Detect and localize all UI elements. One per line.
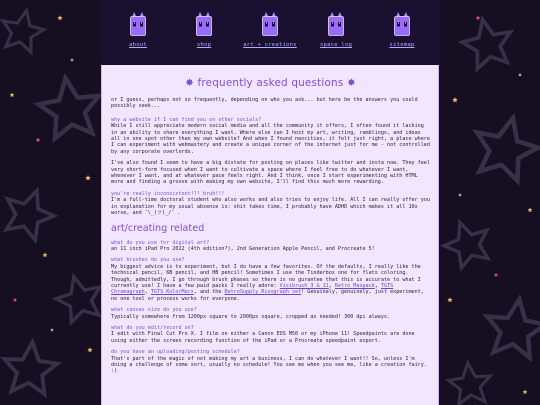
faq-heading-text: frequently asked questions <box>197 77 344 89</box>
nav-label-shop: shop <box>196 42 212 48</box>
top-nav <box>101 0 439 63</box>
purple-cat-bag-icon <box>392 11 412 37</box>
nav-item-space-log[interactable] <box>304 0 368 48</box>
faq-answer: I've also found I seem to have a big distate for posting on places like twitter and insta now. They feel very short-form focused when I want to cultivate a space where I feel free to do whatever I want, whenever I want, and at whatever pace feels right. And I think, once I start experimenting with HTML more and finding a groove with making my own website, I'll find this much more rewarding. <box>111 160 430 186</box>
nav-item-sitemap[interactable] <box>370 0 434 48</box>
link-retro-maxpack[interactable]: Retro Maxpack <box>334 282 375 289</box>
content-panel <box>101 65 439 405</box>
faq-answer: I'm a full-time doctoral student who also works and also tries to enjoy life. All I can really offer you in explanation for my usual absence is: shit takes time, I probably have ADHD which makes it all 10x worse, and ¯\_(ツ)_/¯ . <box>111 197 430 217</box>
purple-cat-bag-icon <box>326 11 346 37</box>
art-question: what do you use for digital art? <box>111 239 210 246</box>
sparkle-asterisk-icon: ✸ <box>346 77 356 89</box>
link-separator: , <box>144 289 151 296</box>
link-retrosupply-risograph[interactable]: RetroSupply Risograph set <box>224 289 302 296</box>
faq-question: why a website if I can find you on other socials? <box>111 116 262 123</box>
art-answer: an 11 inch iPad Pro 2022 (4th edition?), 2nd Generation Apple Pencil, and Procreate 5! <box>111 245 375 252</box>
nav-item-shop[interactable] <box>172 0 236 48</box>
nav-label-sitemap: sitemap <box>389 42 415 48</box>
link-separator: , <box>328 282 335 289</box>
purple-cat-bag-icon <box>128 11 148 37</box>
link-separator: , and the <box>193 289 225 296</box>
art-answer: I edit with Final Cut Pro X. I film on either a Canon EOS M50 or my iPhone 11! Speedpaints are done using either the screen recording function of the iPad or a Procreate speedpaint export. <box>111 331 415 344</box>
link-tgts-chromagraph[interactable]: TGTS Chromagraph <box>111 282 394 296</box>
answer-text: ! Genuinely, genuinely, just experiment, no one tool or process works for everyone. <box>111 289 424 302</box>
nav-label-about: about <box>129 42 147 48</box>
nav-item-art-creations[interactable] <box>238 0 302 48</box>
art-question: do you have an uploading/posting schedule? <box>111 349 240 356</box>
faq-intro: or I guess, perhaps not so frequently, depending on who you ask... but here be the answers you could possibly seek... <box>111 97 418 110</box>
art-question: what do you edit/record on? <box>111 324 194 331</box>
nav-item-about[interactable] <box>106 0 170 48</box>
purple-cat-bag-icon <box>194 11 214 37</box>
art-question: what canvas size do you use? <box>111 307 197 314</box>
answer-text: My biggest advice is to experiment, but I do have a few favorites. Of the defaults, I really like the technical pencil, 6B pencil, and HB pencil! Sometimes I use the Tinderbox one for flats coloring. Though, admittedly, I go through brush phases so there is no gurantee that this is accurate to what I currently use! I have a few paid packs I really adore: <box>111 263 421 289</box>
art-answer-brushes <box>111 264 430 302</box>
link-visibrush[interactable]: Visibrush 3 & 11 <box>279 282 329 289</box>
sparkle-asterisk-icon: ✸ <box>185 77 195 89</box>
art-answer: Typically somewhere from 1200px square to 2000px square, cropped as needed! 300 dpi always. <box>111 313 391 320</box>
page-column <box>101 0 439 405</box>
nav-label-space-log: space log <box>319 42 353 48</box>
link-separator: , <box>374 282 381 289</box>
link-tgts-kolormarx[interactable]: TGTS KolorMarx <box>150 289 194 296</box>
art-question: what brushes do you use? <box>111 257 185 264</box>
faq-question: you're really inconsistent!?! bruh!!! <box>111 190 225 197</box>
faq-answer: While I still appreciate modern social media and all the community it offers, I often found it lacking in an ability to share everything I want. Where else can I host my art, writing, ramblings, and ideas all in one spot other than my own website? And when I found neocities, it felt just right, a place where I can experiment with webmastery and create a unique corner of the internet just for me - not controlled by any corporate overlords. <box>111 123 430 155</box>
purple-cat-bag-icon <box>260 11 280 37</box>
nav-label-art-creations: art + creations <box>243 42 297 48</box>
art-answer: That's part of the magic of not making my art a business, I can do whatever I want!! So, unless I'm doing a challenge of some sort, usually no schedule! You see me when you see me, like a creation fairy. :) <box>111 355 427 375</box>
art-section-heading: art/creating related <box>111 222 205 234</box>
faq-heading <box>111 76 430 90</box>
